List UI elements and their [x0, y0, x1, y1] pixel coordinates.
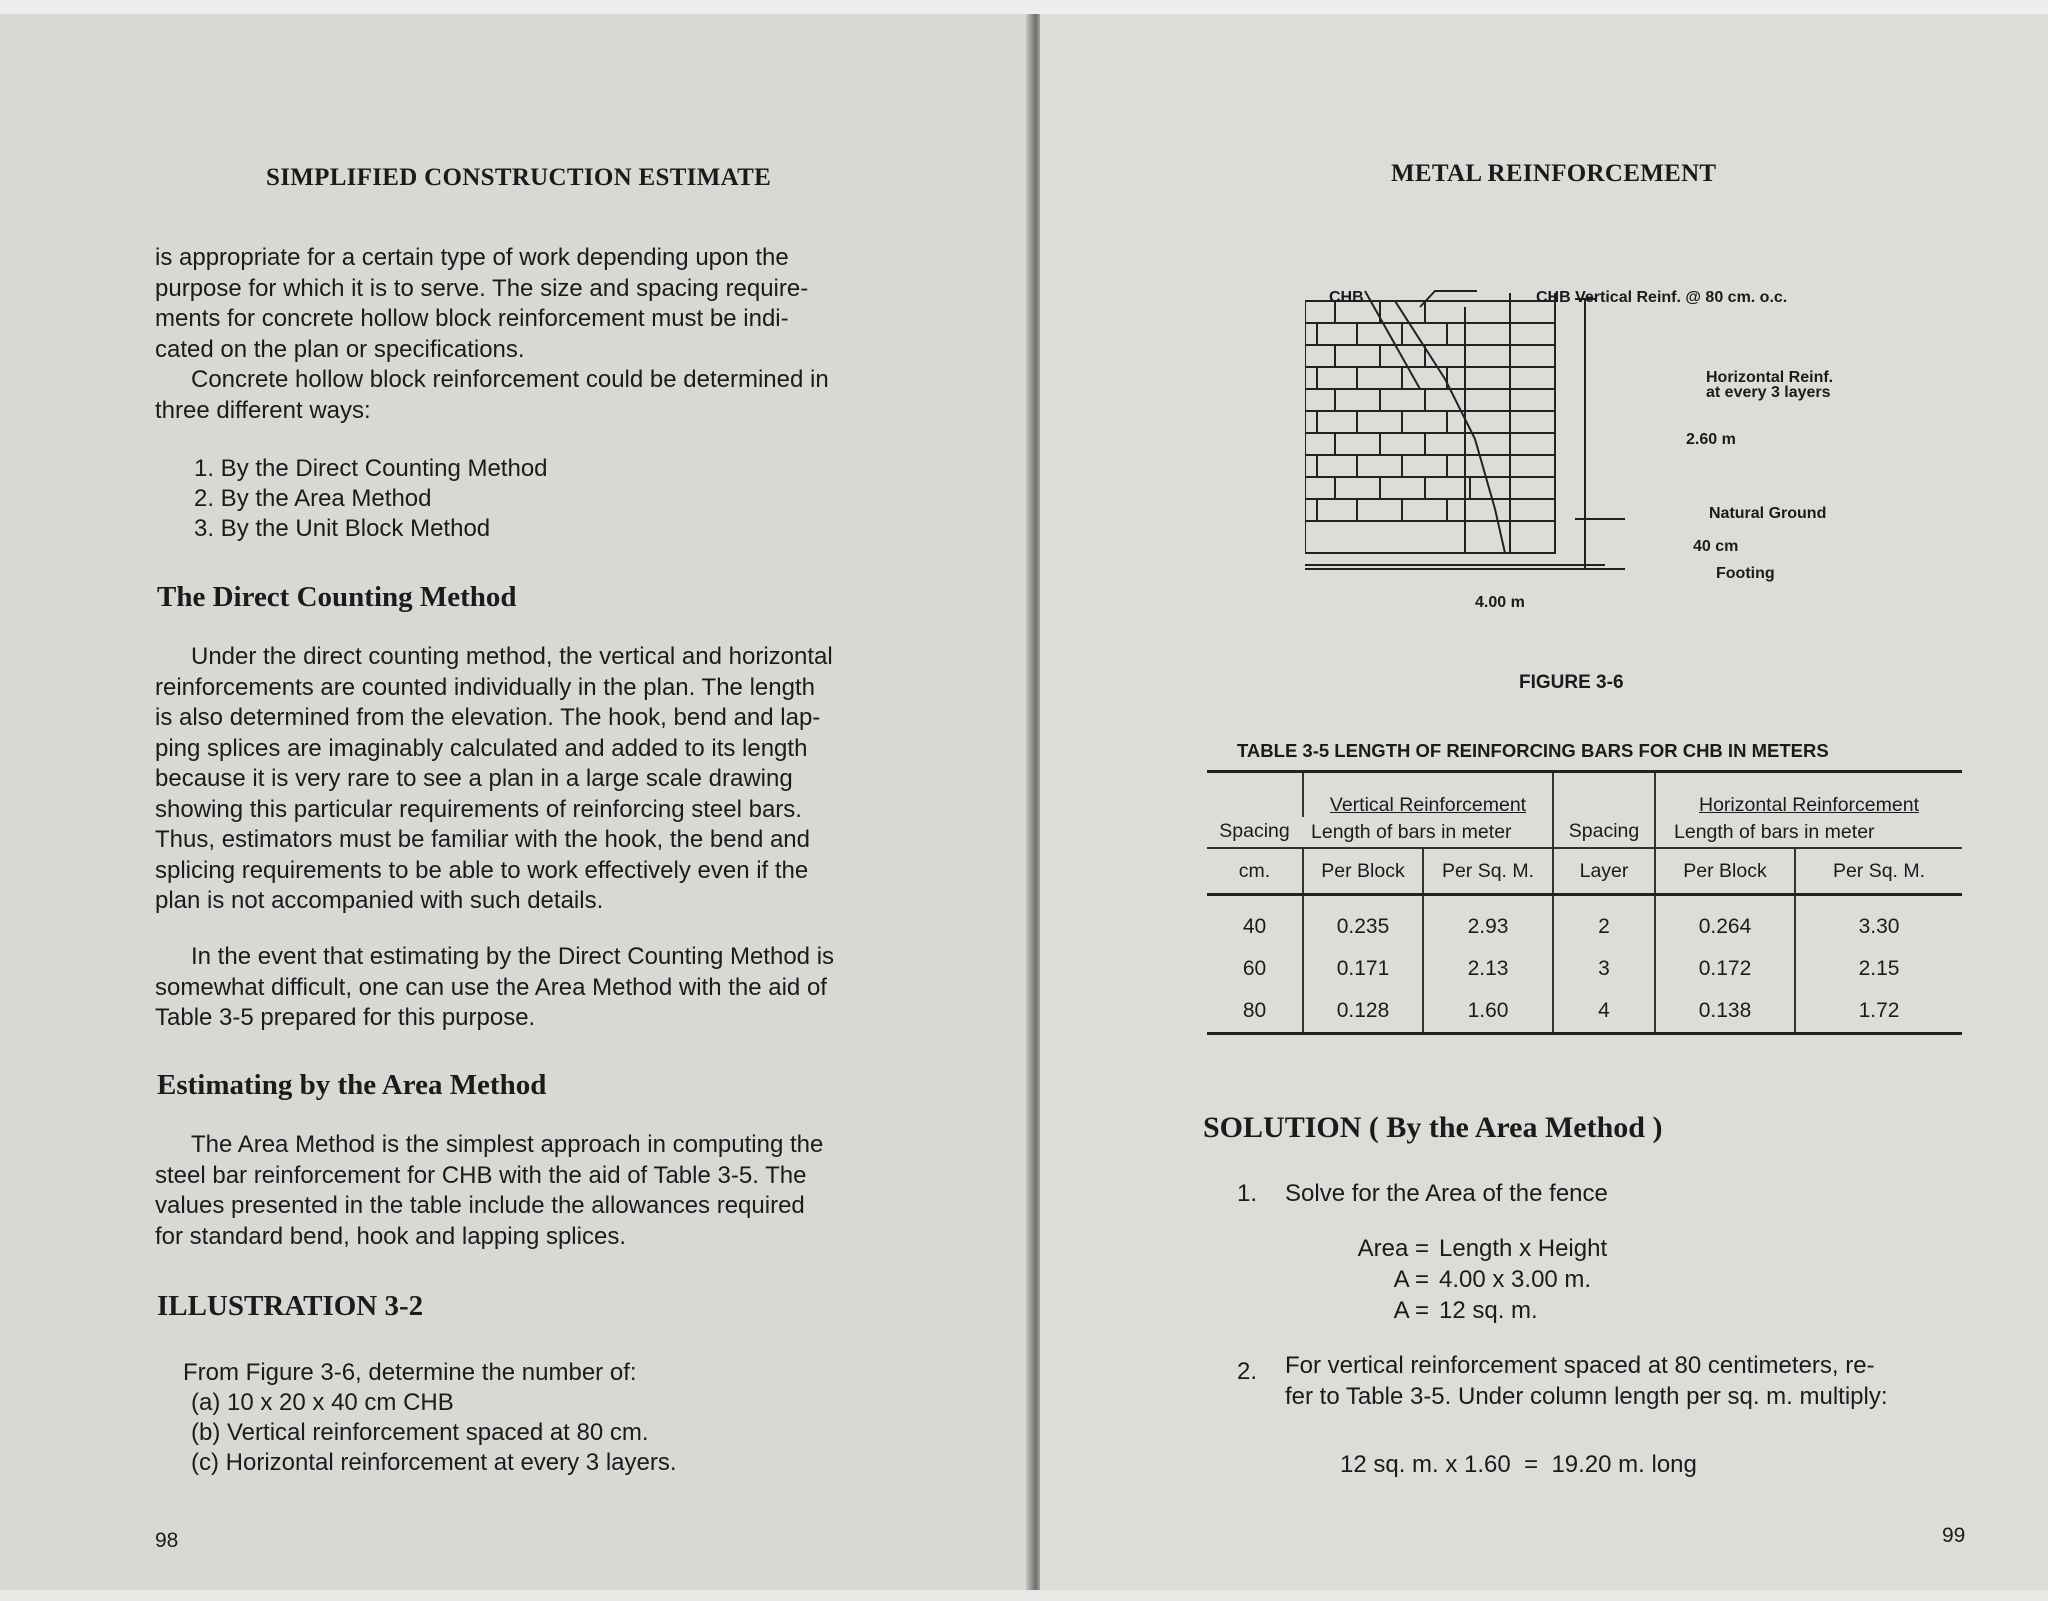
equation-lhs: A = — [1393, 1266, 1429, 1293]
illustration-heading: ILLUSTRATION 3-2 — [157, 1290, 424, 1322]
figure-label-horizontal-reinf — [1706, 370, 1833, 400]
text-line: three different ways: — [155, 396, 371, 424]
right-page — [1040, 14, 2048, 1590]
text-line: somewhat difficult, one can use the Area Method with the aid of — [155, 973, 827, 1001]
figure-caption: FIGURE 3-6 — [1519, 672, 1624, 693]
text-line: steel bar reinforcement for CHB with the aid of Table 3-5. The — [155, 1161, 807, 1189]
intro-paragraph — [155, 243, 914, 426]
text-line: ping splices are imaginably calculated and added to its length — [155, 734, 808, 762]
step-2-text — [1285, 1350, 2005, 1412]
header-spacing-unit: cm. — [1207, 848, 1303, 895]
text-line: for standard bend, hook and lapping splices. — [155, 1222, 626, 1250]
list-item: 3. By the Unit Block Method — [194, 515, 491, 542]
table-cell: 2.13 — [1423, 948, 1553, 990]
list-item: (a) 10 x 20 x 40 cm CHB — [191, 1389, 454, 1416]
page-number-right: 99 — [1942, 1524, 1966, 1547]
header-horizontal-group — [1655, 772, 1962, 818]
header-horizontal-group-label: Horizontal Reinforcement — [1698, 794, 1919, 816]
table-cell: 0.171 — [1303, 948, 1423, 990]
equation-line — [1325, 1233, 1645, 1264]
figure-label-length: 4.00 m — [1475, 594, 1525, 611]
table-cell: 3.30 — [1795, 895, 1962, 949]
area-computation — [1325, 1233, 1645, 1326]
table-cell: 1.72 — [1795, 990, 1962, 1034]
table-cell: 60 — [1242, 957, 1267, 980]
figure-label-chb: CHB — [1329, 289, 1364, 306]
figure-label-height: 2.60 m — [1686, 431, 1736, 448]
header-horizontal-sub: Length of bars in meter — [1655, 817, 1962, 848]
header-vertical-sub: Length of bars in meter — [1311, 820, 1512, 843]
section-heading: Estimating by the Area Method — [157, 1069, 547, 1101]
text-line: Table 3-5 prepared for this purpose. — [155, 1004, 536, 1031]
table-cell: 0.128 — [1303, 990, 1423, 1034]
equation-line — [1325, 1295, 1645, 1326]
page-number-left: 98 — [155, 1529, 179, 1552]
text-line: reinforcements are counted individually in the plan. The length — [155, 673, 815, 701]
header-vertical-group-label: Vertical Reinforcement — [1329, 794, 1527, 816]
header-layer-spacing: Spacing — [1553, 772, 1655, 849]
table-cell: 2.15 — [1795, 948, 1962, 990]
text-line: plan is not accompanied with such details. — [155, 887, 604, 914]
table-caption: TABLE 3-5 LENGTH OF REINFORCING BARS FOR CHB IN METERS — [1237, 740, 1829, 761]
table-cell: 1.60 — [1423, 990, 1553, 1034]
list-item: (c) Horizontal reinforcement at every 3 layers. — [191, 1449, 677, 1476]
table-row — [1207, 895, 1962, 949]
header-spacing: Spacing — [1219, 820, 1290, 842]
figure-label-line: Horizontal Reinf. — [1706, 369, 1834, 386]
list-item: 1. By the Direct Counting Method — [194, 455, 548, 482]
table-cell: 80 — [1242, 999, 1267, 1022]
list-item: 2. By the Area Method — [194, 485, 432, 512]
table-cell: 3 — [1553, 948, 1655, 990]
table-cell: 40 — [1242, 915, 1267, 938]
text-line: showing this particular requirements of reinforcing steel bars. — [155, 795, 802, 823]
figure-label-line: at every 3 layers — [1706, 384, 1831, 401]
text-line: The Area Method is the simplest approach in computing the — [191, 1131, 824, 1158]
header-vertical-group — [1303, 772, 1553, 818]
text-line: Thus, estimators must be familiar with the hook, the bend and — [155, 826, 810, 853]
table-cell: 0.235 — [1303, 895, 1423, 949]
table-cell: 0.264 — [1655, 895, 1795, 949]
table-cell: 4 — [1553, 990, 1655, 1034]
illustration-intro: From Figure 3-6, determine the number of: — [183, 1359, 637, 1386]
area-method-intro-paragraph — [155, 942, 914, 1034]
running-head-left: SIMPLIFIED CONSTRUCTION ESTIMATE — [266, 164, 772, 191]
text-line: values presented in the table include the allowances required — [155, 1192, 805, 1219]
section-heading: The Direct Counting Method — [157, 581, 517, 613]
table-cell: 0.172 — [1655, 948, 1795, 990]
table-cell: 2.93 — [1423, 895, 1553, 949]
header-per-block: Per Block — [1303, 848, 1423, 895]
equation-rhs: Length x Height — [1439, 1235, 1608, 1262]
text-line: because it is very rare to see a plan in a large scale drawing — [155, 765, 793, 792]
header-per-block: Per Block — [1655, 848, 1795, 895]
equation-rhs: 4.00 x 3.00 m. — [1439, 1266, 1592, 1293]
text-line: For vertical reinforcement spaced at 80 centimeters, re- — [1285, 1352, 1875, 1379]
step-1-text: Solve for the Area of the fence — [1285, 1180, 1608, 1207]
bottom-edge — [0, 1590, 2048, 1601]
equation-line — [1325, 1264, 1645, 1295]
top-edge — [0, 0, 2048, 14]
figure-label-footing-depth: 40 cm — [1693, 538, 1739, 555]
step-1-number: 1. — [1237, 1180, 1258, 1207]
figure-label-natural-ground: Natural Ground — [1709, 505, 1827, 522]
equation-lhs: Area = — [1357, 1235, 1429, 1262]
text-line: fer to Table 3-5. Under column length per sq. m. multiply: — [1285, 1383, 1888, 1410]
equation-lhs: A = — [1393, 1297, 1429, 1324]
table-header-row — [1207, 772, 1962, 818]
figure-label-vertical-reinf: CHB Vertical Reinf. @ 80 cm. o.c. — [1536, 289, 1788, 306]
text-line: purpose for which it is to serve. The size and spacing require- — [155, 274, 809, 302]
area-method-paragraph — [155, 1130, 914, 1252]
text-line: Concrete hollow block reinforcement could be determined in — [191, 366, 829, 393]
text-line: cated on the plan or specifications. — [155, 335, 525, 363]
figure-label-footing: Footing — [1716, 565, 1775, 582]
direct-counting-paragraph — [155, 642, 914, 917]
running-head-right: METAL REINFORCEMENT — [1391, 160, 1717, 187]
illustration-items — [183, 1358, 677, 1478]
equation-rhs: 12 sq. m. — [1439, 1297, 1538, 1324]
table-cell: 2 — [1553, 895, 1655, 949]
header-layer-unit: Layer — [1553, 848, 1655, 895]
text-line: splicing requirements to be able to work effectively even if the — [155, 856, 809, 884]
table-row — [1207, 990, 1962, 1034]
methods-list — [194, 454, 548, 544]
reinforcement-table — [1207, 770, 1962, 1035]
step-2-result: 12 sq. m. x 1.60 = 19.20 m. long — [1340, 1451, 1697, 1478]
text-line: In the event that estimating by the Direct Counting Method is — [191, 943, 835, 970]
step-2-number: 2. — [1237, 1358, 1258, 1385]
table-header-row — [1207, 848, 1962, 895]
list-item: (b) Vertical reinforcement spaced at 80 cm. — [191, 1419, 649, 1446]
left-page — [0, 14, 1032, 1590]
solution-heading: SOLUTION ( By the Area Method ) — [1203, 1111, 1663, 1144]
table-cell: 0.138 — [1655, 990, 1795, 1034]
header-per-sqm: Per Sq. M. — [1423, 848, 1553, 895]
table-row — [1207, 948, 1962, 990]
text-line: is appropriate for a certain type of work depending upon the — [155, 244, 789, 271]
header-per-sqm: Per Sq. M. — [1795, 848, 1962, 895]
text-line: ments for concrete hollow block reinforcement must be indi- — [155, 305, 789, 332]
fence-elevation-drawing — [1305, 279, 1625, 579]
text-line: is also determined from the elevation. The hook, bend and lap- — [155, 704, 821, 731]
text-line: Under the direct counting method, the vertical and horizontal — [191, 643, 833, 670]
